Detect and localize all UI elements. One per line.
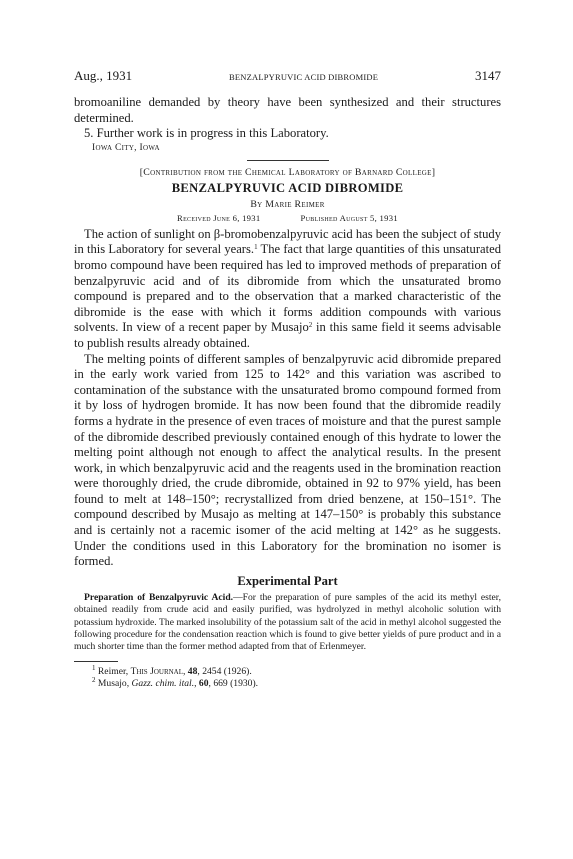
running-head — [74, 68, 501, 84]
footnote-ref-1: 1 — [254, 243, 258, 252]
byline: By Marie Reimer — [250, 198, 325, 210]
journal-page — [74, 68, 501, 691]
running-head-date: Aug., 1931 — [74, 68, 133, 83]
carryover-paragraph: bromoaniline demanded by theory have been synthesized and their structures determined. — [74, 95, 501, 125]
footnote-2: $^2$ Musajo, Gazz. chim. ital., 60, 669 (1930). — [92, 676, 259, 690]
footnote-rule — [74, 661, 118, 662]
author-affiliation: Iowa City, Iowa — [92, 142, 160, 153]
section-heading: Experimental Part — [237, 573, 338, 588]
dates-line — [74, 213, 501, 223]
page-number: 3147 — [475, 68, 501, 83]
received-date: Received June 6, 1931 — [177, 212, 261, 223]
experimental-paragraph: Preparation of Benzalpyruvic Acid.—For the preparation of pure samples of the acid its methyl ester, obtained readily from crude acid and easily purified, was hydrolyzed in methyl alcoholic solution with potassium hydroxide. The marked insolubility of the potassium salt of the acid in methyl alcohol suggested the following procedure for the condensation reaction which is found to give better yields of pure product and in a much shorter time than the former method adapted from that of Erlenmeyer. — [74, 591, 501, 653]
footnote-1: $^1$ Reimer, This Journal, 48, 2454 (1926). — [92, 663, 252, 677]
body-paragraph-1: The action of sunlight on β-bromobenzalpyruvic acid has been the subject of study in this Laboratory for several years.$^1$ The fact that large quantities of this unsaturated bromo compound have been required has led to improved methods of preparation of benzalpyruvic acid and of its dibromide from which the unsaturated bromo compound is prepared and to the observation that a marked characteristic of the dibromide is the ease with which it forms addition compounds with various solvents. In view of a recent paper by Musajo$^2$ in this same field it seems advisable to publish results already obtained. — [74, 226, 501, 350]
published-date: Published August 5, 1931 — [300, 212, 398, 223]
body-paragraph-2: The melting points of different samples of benzalpyruvic acid dibromide prepared in the early work varied from 125 to 142° and this variation was ascribed to contamination of the substance with the unsaturated bromo compound formed from it by loss of hydrogen bromide. It has now been found that the dibromide readily forms a hydrate in the presence of even traces of moisture and that the purest sample of the dibromide described previously contained enough of this hydrate to lower the melting point although not enough to affect the analytical results. In the present work, in which benzalpyruvic acid and the reagents used in the bromination reaction were thoroughly dried, the crude dibromide, obtained in 92 to 97% yield, has been found to melt at 148–150°; recrystallized from dried benzene, at 150–151°. The compound described by Musajo as melting at 147–150° is probably this substance and is certainly not a racemic isomer of the acid melting at 142° as he suggests. Under the conditions used in this Laboratory for the bromination no isomer is formed. — [74, 351, 501, 569]
footnote-ref-2: 2 — [308, 321, 313, 330]
article-title: BENZALPYRUVIC ACID DIBROMIDE — [171, 180, 404, 195]
section-divider — [247, 160, 329, 161]
runin-heading: Preparation of Benzalpyruvic Acid. — [84, 591, 234, 603]
running-head-title: BENZALPYRUVIC ACID DIBROMIDE — [228, 72, 379, 82]
contribution-line: [Contribution from the Chemical Laboratory of Barnard College] — [139, 166, 436, 178]
conclusion-item-5: 5. Further work is in progress in this Laboratory. — [84, 126, 329, 141]
